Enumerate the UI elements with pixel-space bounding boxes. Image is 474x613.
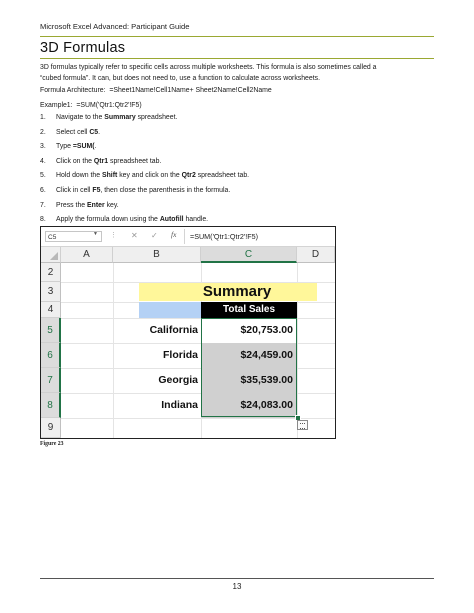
document-header: Microsoft Excel Advanced: Participant Guide [40,22,190,31]
list-item [40,142,249,157]
step-number: 3. [40,143,46,151]
example-line [40,101,434,112]
formula-architecture [40,86,434,97]
column-header-b[interactable]: B [113,247,201,263]
list-item [40,171,249,186]
step-text: , then close the parenthesis in the formula. [100,186,231,194]
enter-check-icon[interactable]: ✓ [151,231,158,240]
step-text: Click on the [56,157,94,165]
state-cell[interactable]: Indiana [161,399,198,411]
row-header-2[interactable]: 2 [41,263,61,282]
step-number: 5. [40,172,46,180]
step-number: 6. [40,186,46,194]
select-all-icon [50,252,58,260]
cell-b4[interactable] [139,302,201,318]
example-label: Example1: [40,102,73,109]
row-header-6[interactable]: 6 [41,343,61,368]
list-item [40,186,249,201]
column-header-c[interactable]: C [201,247,297,263]
list-item [40,128,249,143]
list-item [40,113,249,128]
title-rule [40,58,434,59]
sales-cell[interactable]: $24,083.00 [201,393,297,418]
step-bold: Qtr1 [93,157,109,165]
step-text: Apply the formula down using the [56,216,160,224]
step-text: spreadsheet tab. [195,172,250,180]
selection-border [201,318,297,417]
step-number: 8. [40,216,46,224]
intro-line-1: 3D formulas typically refer to specific cells across multiple worksheets. This formula is also sometimes called a [40,64,377,71]
step-text: . [98,128,101,136]
state-cell[interactable]: Florida [162,349,198,361]
step-bold: Summary [104,114,136,121]
sales-cell[interactable]: $35,539.00 [201,368,297,393]
state-cell[interactable]: Georgia [158,374,198,386]
row-header-7[interactable]: 7 [41,368,61,393]
step-bold: C5 [89,128,99,136]
formula-input[interactable]: =SUM('Qtr1:Qtr2'!F5) [190,232,259,241]
intro-line-2: “cubed formula”. It can, but does not need to, use a function to calculate across worksheets. [40,74,320,82]
section-title: 3D Formulas [40,40,126,56]
select-all-corner[interactable] [41,247,61,263]
step-text: Press the [56,201,88,209]
quick-analysis-glyph [300,423,305,429]
summary-title-cell[interactable]: Summary [139,283,317,301]
step-bold: F5 [92,186,101,194]
step-text: Type [56,143,73,151]
step-number: 4. [40,157,46,165]
chevron-down-icon[interactable]: ▼ [93,231,98,237]
figure-caption: Figure 23 [40,441,64,447]
step-text: spreadsheet. [135,114,178,121]
insert-function-icon[interactable]: fx [171,230,177,239]
step-bold: Enter [87,201,105,209]
step-bold: Qtr2 [181,172,196,180]
column-header-a[interactable]: A [61,247,113,263]
sales-cell-active[interactable]: $20,753.00 [201,318,297,343]
header-rule [40,36,434,37]
step-bold: Autofill [159,216,184,224]
intro-paragraph [40,63,434,84]
step-text: . [94,143,97,151]
architecture-label: Formula Architecture: [40,87,106,94]
excel-screenshot [40,226,336,439]
row-header-9[interactable]: 9 [41,418,61,438]
step-text: Hold down the [56,172,102,180]
row-header-5[interactable]: 5 [41,318,61,343]
step-bold: =SUM( [72,143,95,151]
page-number: 13 [232,582,242,591]
formula-bar-divider [184,229,185,244]
example-text: =SUM('Qtr1:Qtr2'!F5) [76,102,142,109]
row-header-8[interactable]: 8 [41,393,61,418]
row-header-3[interactable]: 3 [41,282,61,302]
step-bold: Shift [101,172,118,180]
formula-bar [41,227,335,247]
step-text: key and click on the [117,172,182,180]
step-text: Navigate to the [56,114,105,121]
step-text: Click in cell [56,186,93,194]
steps-list [40,113,249,230]
total-sales-header-cell[interactable]: Total Sales [201,302,297,318]
name-box[interactable]: C5 [45,231,102,242]
step-text: handle. [183,216,209,224]
quick-analysis-icon[interactable] [297,420,308,430]
sales-cell[interactable]: $24,459.00 [201,343,297,368]
state-cell[interactable]: California [149,324,198,336]
step-number: 7. [40,201,46,209]
footer-rule [40,578,434,579]
row-header-4[interactable]: 4 [41,302,61,318]
column-header-d[interactable]: D [297,247,335,263]
drag-handle-icon[interactable]: ⋮ [110,232,117,239]
step-number: 2. [40,128,46,136]
list-item [40,157,249,172]
step-number: 1. [40,114,46,121]
list-item [40,201,249,216]
step-text: key. [104,201,119,209]
architecture-text: =Sheet1Name!Cell1Name+ Sheet2Name!Cell2Name [109,87,272,94]
step-text: spreadsheet tab. [108,157,162,165]
cancel-icon[interactable]: ✕ [131,231,138,240]
gridline [61,418,335,419]
step-text: Select cell [56,128,90,136]
